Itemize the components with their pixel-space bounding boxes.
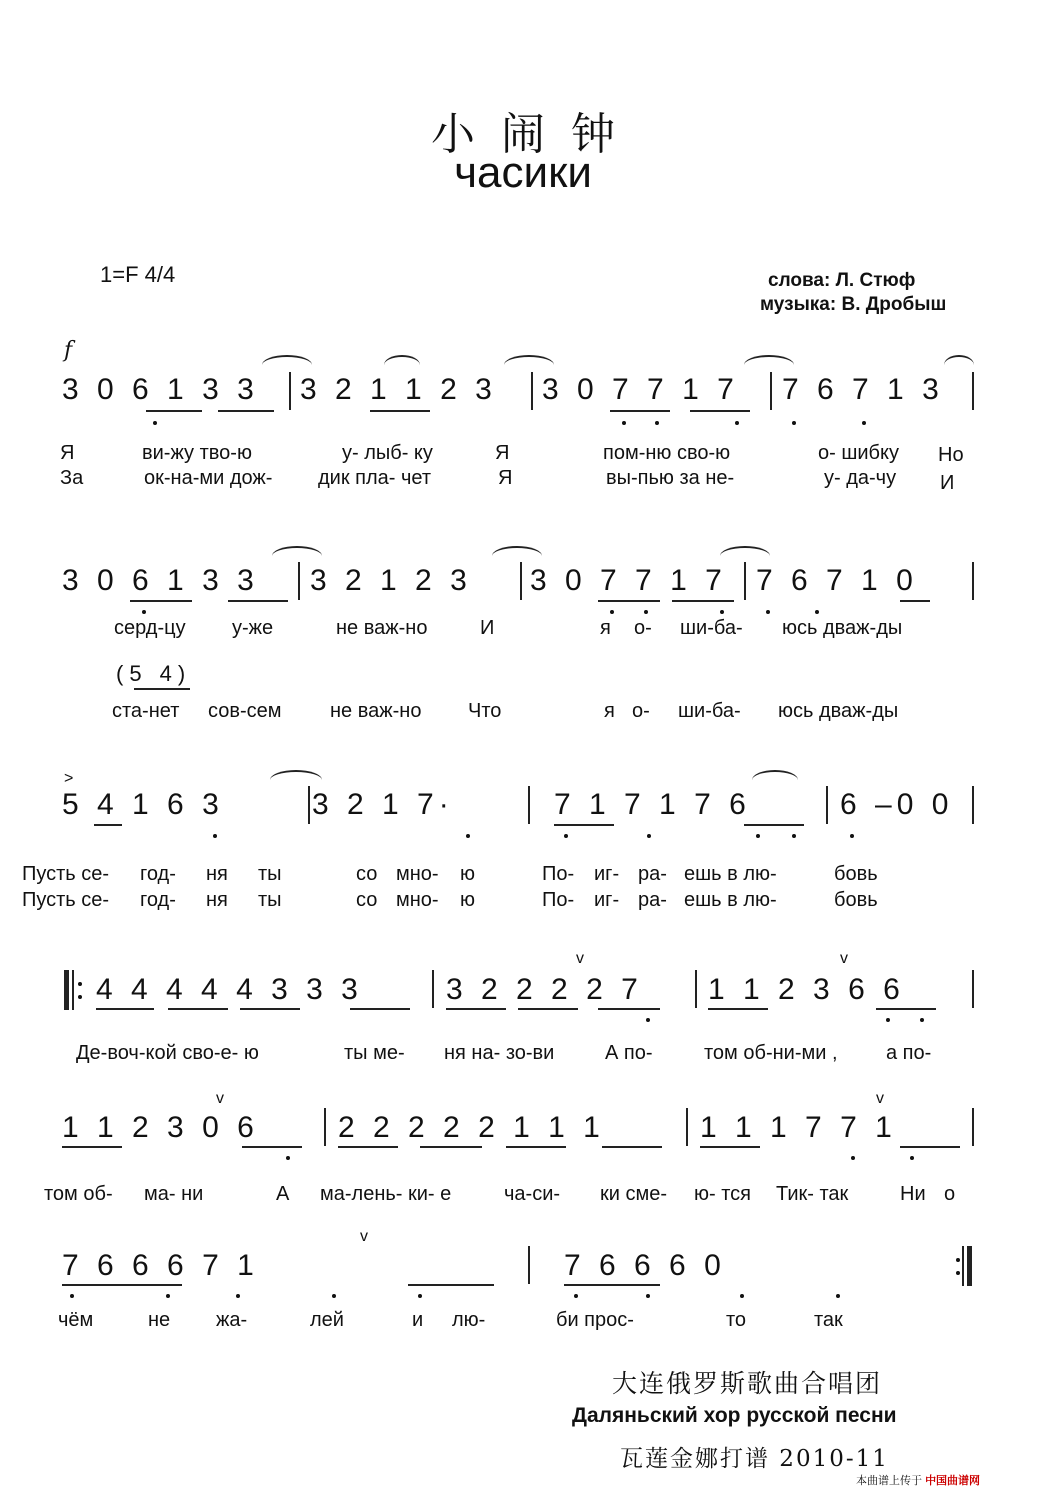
beam [134,688,190,690]
lyric: жа- [216,1309,248,1331]
beam [96,1008,154,1010]
site-name: 中国曲谱网 [925,1475,981,1487]
lyric: ю [460,889,475,911]
tie [492,546,542,556]
beam [350,1008,410,1010]
lyric: ешь в лю- [684,863,777,885]
barline [520,562,522,600]
barline [972,562,974,600]
octave-dot [720,610,724,614]
lyric: я [600,617,611,639]
tie [504,355,554,365]
octave-dot [610,610,614,614]
lyric: ча-си- [504,1183,561,1205]
beam [370,410,430,412]
measure-12-notes: 6 –0 0 [840,788,954,821]
breath-mark: v [216,1090,224,1107]
tie [384,355,420,365]
title-chinese: 小闹钟 [431,109,641,160]
lyric: том об-ни-ми , [704,1042,838,1064]
lyric: со [356,863,378,885]
lyric: не [148,1309,171,1331]
lyric: ты ме- [344,1042,405,1064]
barline [826,786,828,824]
lyric: ши-ба- [678,700,741,722]
breath-mark: v [576,950,584,967]
octave-dot [646,1018,650,1022]
lyric: ви-жу тво-ю [142,442,252,464]
tie [270,770,322,780]
beam [94,824,122,826]
lyric: не важ-но [336,617,428,639]
lyric: По- [542,889,575,911]
octave-dot [735,421,739,425]
lyric: о- шибку [818,442,899,464]
beam [506,1146,566,1148]
octave-dot [153,421,157,425]
octave-dot [815,610,819,614]
lyric: би прос- [556,1309,634,1331]
lyric: ты [258,863,282,885]
tie [944,355,974,365]
measure-6-notes: 3 2 1 2 3 [310,564,472,597]
barline [686,1108,688,1146]
lyric: Пусть се- [22,863,110,885]
title-russian: часики [454,148,592,197]
beam [146,410,202,412]
lyric: и [412,1309,424,1331]
lyric: юсь дваж-ды [778,700,899,722]
octave-dot [70,1294,74,1298]
tie [744,355,794,365]
beam [218,410,274,412]
measure-5-notes: 3 0 6 1 3 3 [62,564,259,597]
lyric: ма- ни [144,1183,204,1205]
measure-19-notes: 7 6 6 6 7 1 [62,1249,259,1282]
lyric: пом-ню сво-ю [603,442,731,464]
octave-dot [740,1294,744,1298]
lyric: Но [938,444,964,466]
barline [972,372,974,410]
octave-dot [142,610,146,614]
lyric: По- [542,863,575,885]
octave-dot [756,834,760,838]
dynamic-marking: f [64,338,73,363]
lyric: вы-пью за не- [606,467,735,489]
repeat-start-thin [72,970,74,1010]
lyric: Тик- так [776,1183,849,1205]
lyric: год- [140,889,176,911]
beam [672,600,734,602]
typesetter-credit: 瓦莲金娜打谱 2010-11 [620,1446,889,1472]
lyric: у- лыб- ку [342,442,433,464]
beam [408,1284,494,1286]
octave-dot [655,421,659,425]
lyric: о- [634,617,652,639]
lyric: Я [60,442,75,464]
barline [770,372,772,410]
lyric: А по- [605,1042,653,1064]
octave-dot [166,1294,170,1298]
beam [602,1146,662,1148]
repeat-end-thick [967,1246,972,1286]
lyric: ю- тся [694,1183,751,1205]
beam [700,1146,760,1148]
tie [720,546,770,556]
lyric: серд-цу [114,617,186,639]
choir-name-chinese: 大连俄罗斯歌曲合唱团 [612,1369,883,1398]
lyric: И [940,472,955,494]
beam [598,600,660,602]
beam [744,824,804,826]
measure-10-notes: 3 2 1 7· [312,788,454,821]
repeat-dot [956,1271,960,1275]
octave-dot [574,1294,578,1298]
lyric: ки сме- [600,1183,668,1205]
repeat-dot [78,995,82,999]
lyric: мно- [396,863,439,885]
lyric: ши-ба- [680,617,743,639]
beam [554,824,614,826]
octave-dot [836,1294,840,1298]
lyric: мно- [396,889,439,911]
lyric: чём [58,1309,94,1331]
lyric: ра- [638,889,667,911]
lyric: о [944,1183,956,1205]
beam [446,1008,506,1010]
measure-20-notes: 7 6 6 6 0 [564,1249,726,1282]
lyric: у-же [232,617,274,639]
beam [610,410,670,412]
lyric: год- [140,863,176,885]
lyric: Де-воч-кой сво-е- ю [76,1042,259,1064]
alternate-notes: (5 4) [116,661,192,686]
breath-mark: v [360,1228,368,1245]
beam [228,600,288,602]
beam [564,1284,660,1286]
octave-dot [647,834,651,838]
barline [972,1108,974,1146]
barline [298,562,300,600]
octave-dot [766,610,770,614]
measure-4-notes: 7 6 7 1 3 [782,373,944,406]
lyric: Я [495,442,510,464]
lyric: лей [310,1309,344,1331]
repeat-end-thin [962,1246,964,1286]
lyric: бовь [834,863,878,885]
octave-dot [792,421,796,425]
beam [62,1284,182,1286]
tie [262,355,312,365]
lyric: ма-лень- ки- е [320,1183,452,1205]
lyric: со [356,889,378,911]
lyric: А [276,1183,290,1205]
key-and-time-signature: 1=F 4/4 [100,262,176,287]
beam [168,1008,228,1010]
barline [531,372,533,410]
octave-dot [886,1018,890,1022]
lyric: Я [498,467,513,489]
beam [242,1146,302,1148]
lyric: Что [468,700,502,722]
barline [972,786,974,824]
beam [420,1146,482,1148]
lyric: ок-на-ми дож- [144,467,273,489]
composer-credit: музыка: В. Дробыш [760,294,947,315]
repeat-dot [956,1258,960,1262]
measure-3-notes: 3 0 7 7 1 7 [542,373,739,406]
lyric: Пусть се- [22,889,110,911]
beam [900,600,930,602]
beam [130,600,192,602]
beam [240,1008,300,1010]
octave-dot [646,1294,650,1298]
beam [598,1008,660,1010]
lyric: сов-сем [208,700,282,722]
measure-14-notes: 3 2 2 2 2 7 [446,973,643,1006]
lyric: ня [206,889,228,911]
lyric: не важ-но [330,700,422,722]
lyric: лю- [452,1309,486,1331]
octave-dot [644,610,648,614]
measure-11-notes: 7 1 7 1 7 6 [554,788,751,821]
octave-dot [332,1294,336,1298]
barline [289,372,291,410]
breath-mark: v [876,1090,884,1107]
beam [708,1008,768,1010]
lyric: И [480,617,495,639]
octave-dot [792,834,796,838]
lyric: иг- [594,863,620,885]
beam [690,410,750,412]
octave-dot [564,834,568,838]
lyric: ста-нет [112,700,180,722]
lyricist-credit: слова: Л. Стюф [768,270,916,291]
beam [876,1008,936,1010]
lyric: так [814,1309,843,1331]
measure-9-notes: 5 4 1 6 3 [62,788,224,821]
measure-1-notes: 3 0 6 1 3 3 [62,373,259,406]
lyric: ня на- зо-ви [444,1042,555,1064]
barline [528,786,530,824]
repeat-dot [78,982,82,986]
measure-17-notes: 2 2 2 2 2 1 1 1 [338,1111,605,1144]
repeat-start-thick [64,970,69,1010]
lyric: то [726,1309,747,1331]
lyric: юсь дваж-ды [782,617,903,639]
lyric: ю [460,863,475,885]
octave-dot [851,1156,855,1160]
breath-mark: v [840,950,848,967]
lyric: ня [206,863,228,885]
lyric: о- [632,700,650,722]
barline [308,786,310,824]
octave-dot [910,1156,914,1160]
lyric: Ни [900,1183,926,1205]
lyric: ра- [638,863,667,885]
octave-dot [466,834,470,838]
tie [272,546,322,556]
lyric: ты [258,889,282,911]
accent-mark: > [64,770,74,787]
upload-note: 本曲谱上传于 [856,1475,922,1487]
octave-dot [850,834,854,838]
beam [62,1146,122,1148]
lyric: бовь [834,889,878,911]
octave-dot [622,421,626,425]
lyric: а по- [886,1042,932,1064]
lyric: у- да-чу [824,467,897,489]
barline [432,970,434,1008]
beam [338,1146,398,1148]
choir-name-russian: Даляньский хор русской песни [572,1404,897,1427]
measure-8-notes: 7 6 7 1 0 [756,564,918,597]
octave-dot [286,1156,290,1160]
lyric: иг- [594,889,620,911]
lyric: За [60,467,84,489]
octave-dot [418,1294,422,1298]
barline [744,562,746,600]
barline [528,1246,530,1284]
octave-dot [920,1018,924,1022]
barline [695,970,697,1008]
lyric: ешь в лю- [684,889,777,911]
lyric: я [604,700,615,722]
beam [900,1146,960,1148]
measure-18-notes: 1 1 1 7 7 1 [700,1111,897,1144]
octave-dot [213,834,217,838]
barline [972,970,974,1008]
barline [324,1108,326,1146]
lyric: том об- [44,1183,113,1205]
tie [752,770,798,780]
octave-dot [862,421,866,425]
beam [518,1008,578,1010]
lyric: дик пла- чет [318,467,432,489]
measure-16-notes: 1 1 2 3 0 6 [62,1111,259,1144]
upload-watermark [856,1472,980,1488]
octave-dot [236,1294,240,1298]
measure-2-notes: 3 2 1 1 2 3 [300,373,497,406]
measure-13-notes: 4 4 4 4 4 3 3 3 [96,973,363,1006]
measure-7-notes: 3 0 7 7 1 7 [530,564,727,597]
measure-15-notes: 1 1 2 3 6 6 [708,973,905,1006]
